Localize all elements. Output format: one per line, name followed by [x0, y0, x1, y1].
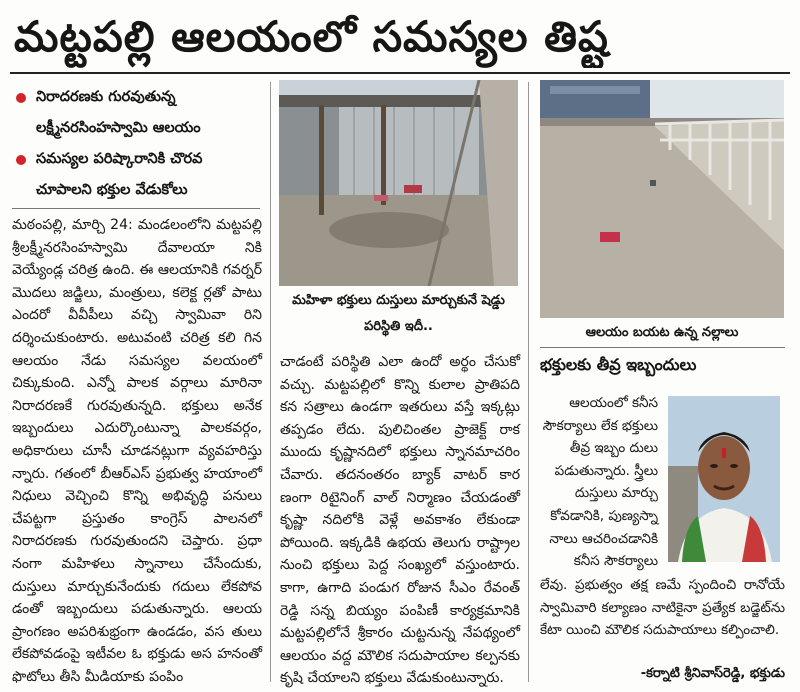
- sidebar-heading: భక్తులకు తీవ్ర ఇబ్బందులు: [540, 355, 697, 374]
- column-divider: [270, 82, 271, 682]
- sidebar-rule: [540, 347, 785, 348]
- taps-photo-caption: ఆలయం బయట ఉన్న నల్లాలు: [585, 325, 739, 340]
- bullet-item: [12, 144, 260, 206]
- bullet-dot-icon: [16, 155, 26, 165]
- bullet-item: [12, 82, 260, 144]
- devotee-portrait-image: [668, 396, 780, 562]
- shed-photo: [279, 80, 518, 286]
- highlight-bullets: [12, 82, 260, 206]
- sidebar-text-narrow: ఆలయంలో కనీస సౌకర్యాలు లేక భక్తులు తీవ్ర ఇబ్బం దులు పడుతున్నారు. స్త్రీలు దుస్తులు మార్చు కోవడానికి, పుణ్యస్నా నాలు ఆచరించడానికి కనీస సౌకర్యాలు: [542, 395, 658, 570]
- article-column-2: చాడంటే పరిస్థితి ఎలా ఉందో అర్థం చేసుకో వచ్చు. మట్టపల్లిలో కొన్ని కులాల ప్రాతిపది కన సత్రాలు ఉండగా ఇతరులు వస్తే ఇక్కట్లు తప్పడం లేదు. పులిచింతల ప్రాజెక్ట్ రాక ముందు కృష్ణానదిలో భక్తులు స్నానమాచరిం చేవారు. తదనంతరం బ్యాక్ వాటర్ కార ణంగా రిటైనింగ్ వాల్ నిర్మాణం చేయడంతో కృష్ణా నదిలోకి వెళ్లే అవకాశం లేకుండా పోయింది. ఇక్కడికి ఉభయ తెలుగు రాష్ట్రాల నుంచి భక్తులు పెద్ద సంఖ్యలో వస్తుంటారు. కాగా, ఉగాది పండుగ రోజున సీఎం రేవంత్ రెడ్డి సన్న బియ్యం పంపిణీ కార్యక్రమానికి మట్టపల్లిలోనే శ్రీకారం చుట్టనున్న నేపథ్యంలో ఆలయం వద్ద మౌలిక సదుపాయాల కల్పనకు కృషి చేయాలని భక్తులు వేడుకుంటున్నారు.: [280, 354, 520, 687]
- shed-photo-image: [279, 80, 518, 286]
- bullet-dot-icon: [16, 93, 26, 103]
- headline: మట్టపల్లి ఆలయంలో సమస్యల తిష్ట: [14, 12, 609, 61]
- shed-photo-caption: మహిళా భక్తులు దుస్తులు మార్చుకునే షెడ్డు పరిస్థితి ఇదీ..: [292, 293, 505, 334]
- taps-photo-image: [540, 80, 784, 318]
- taps-photo: [540, 80, 784, 318]
- bullet-text: సమస్యల పరిష్కారానికి చొరవ చూపాలని భక్తుల వేడుకోలు: [36, 151, 203, 198]
- column-divider: [528, 82, 529, 682]
- sidebar-text-wide: లేవు. ప్రభుత్వం తక్ష ణమే స్పందించి రానోయే స్వామివారి కల్యాణం నాటికైనా ప్రత్యేక బడ్జెట్‌ను కేటా యించి మౌలిక సదుపాయాలు కల్పించాలి.: [540, 577, 785, 639]
- bullet-separator: [12, 208, 260, 209]
- devotee-photo: [668, 396, 780, 562]
- article-column-1: మఠంపల్లి, మార్చి 24: మండలంలోని మట్టపల్లి శ్రీలక్ష్మీనరసింహస్వామి దేవాలయా నికి వెయ్యేండ్ల చరిత్ర ఉంది. ఈ ఆలయానికి గవర్నర్ మొదలు జడ్జిలు, మంత్రులు, కలెక్ట ర్లతో పాటు ఎందరో వీవీపీలు వచ్చి స్వామివా రిని దర్శించుకుంటారు. అటువంటి చరిత్ర కలి గిన ఆలయం నేడు సమస్యల వలయంలో చిక్కుకుంది. ఎన్నో పాలక వర్గాలు మారినా నిరాదరణకే గురవుతున్నది. భక్తులు అనేక ఇబ్బందులు ఎదుర్కొంటున్నా పాలకవర్గం, అధికారులు చూసీ చూడనట్లుగా వ్యవహరిస్తు న్నారు. గతంలో బీఆర్ఎస్ ప్రభుత్వ హయాంలో నిధులు వెచ్చించి కొన్ని అభివృద్ధి పనులు చేపట్టగా ప్రస్తుతం కాంగ్రెస్ పాలనలో నిరాదరణకు గురవుతుందని చెప్తారు. ప్రధా నంగా మహిళలు స్నానాలు చేసేందుకు, దుస్తులు మార్చుకునేందుకు గదులు లేకపోవ డంతో ఇబ్బందులు పడుతున్నారు. ఆలయ ప్రాంగణం అపరిశుభ్రంగా ఉండడం, వస తులు లేకపోవడంపై ఇటీవల ఓ భక్తుడు అస హనంతో ఫొటోలు తీసి మీడియాకు పంపిం: [12, 217, 262, 685]
- headline-rule: [10, 72, 790, 74]
- bullet-text: నిరాదరణకు గురవుతున్న లక్ష్మీనరసింహస్వామి ఆలయం: [36, 89, 201, 136]
- byline: -కర్నాటి శ్రీనివాస్‌రెడ్డి, భక్తుడు: [640, 666, 785, 681]
